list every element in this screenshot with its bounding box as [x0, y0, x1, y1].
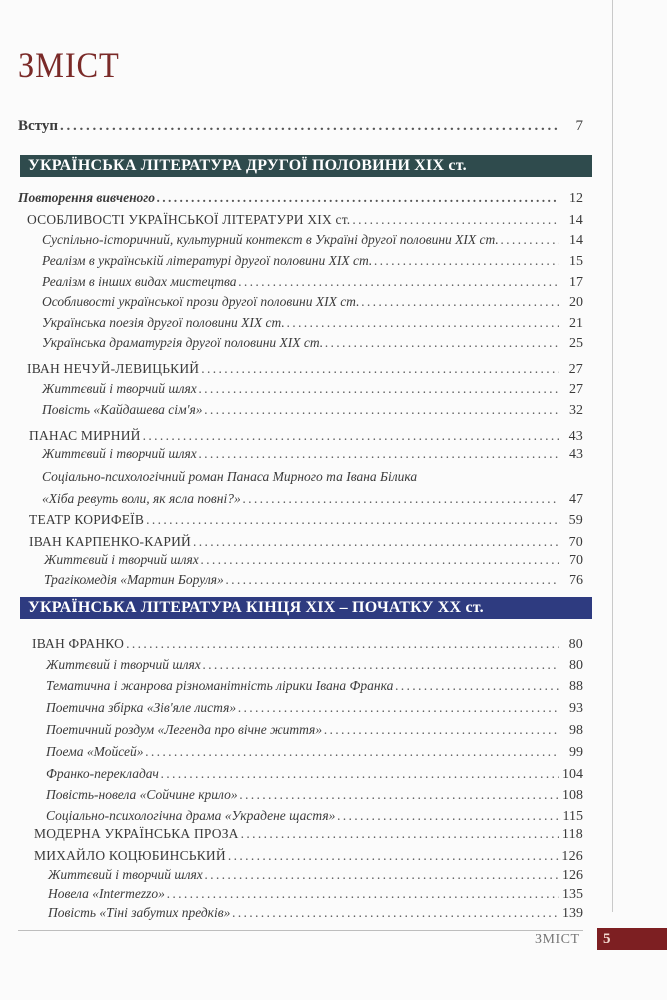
toc-entry-label: «Хіба ревуть воли, як ясла повні?» [42, 491, 241, 506]
toc-entry-label: Соціально-психологічна драма «Украдене щастя» [46, 808, 336, 823]
toc-entry[interactable] [42, 294, 583, 310]
toc-entry-page: 7 [575, 118, 583, 134]
toc-entry[interactable] [42, 335, 583, 351]
toc-entry[interactable] [46, 744, 583, 760]
leader-dots [352, 212, 559, 228]
leader-dots [205, 402, 559, 418]
toc-entry-page: 25 [569, 336, 583, 351]
toc-entry-page: 126 [562, 868, 583, 883]
toc-entry-label: Вступ [18, 118, 58, 134]
toc-entry-page: 14 [569, 233, 583, 248]
toc-entry[interactable] [42, 381, 583, 397]
toc-entry-intro[interactable] [18, 118, 583, 134]
leader-dots [361, 294, 559, 310]
toc-entry-label: Поетична збірка «Зів'яле листя» [46, 700, 237, 715]
toc-entry-page: 126 [561, 849, 583, 864]
toc-entry[interactable] [44, 552, 583, 568]
leader-dots [193, 534, 559, 550]
toc-entry-label: Тематична і жанрова різноманітність лірики Івана Франка [46, 678, 394, 693]
toc-entry-page: 17 [569, 275, 583, 290]
toc-entry-label: Трагікомедія «Мартин Боруля» [44, 572, 224, 587]
leader-dots [324, 722, 559, 738]
toc-entry[interactable] [42, 315, 583, 331]
toc-entry-page: 139 [562, 906, 583, 921]
toc-entry-label: Повість-новела «Сойчине крило» [46, 787, 238, 802]
toc-entry-label: Життєвий і творчий шлях [46, 657, 201, 672]
toc-entry[interactable] [46, 700, 583, 716]
toc-entry-label: Поема «Мойсей» [46, 744, 144, 759]
toc-entry[interactable] [42, 469, 583, 485]
toc-entry-page: 93 [569, 701, 583, 716]
toc-entry[interactable] [29, 534, 583, 550]
leader-dots [201, 552, 559, 568]
toc-entry-page: 20 [569, 295, 583, 310]
toc-entry[interactable] [29, 428, 583, 444]
toc-entry-page: 104 [562, 767, 583, 782]
toc-entry-page: 12 [569, 191, 583, 206]
toc-entry[interactable] [34, 848, 583, 864]
toc-entry[interactable] [46, 766, 583, 782]
toc-entry[interactable] [42, 274, 583, 290]
page-number-tab: 5 [597, 928, 667, 950]
toc-entry-page: 43 [569, 447, 583, 462]
leader-dots [337, 808, 559, 824]
toc-entry[interactable] [42, 446, 583, 462]
toc-entry-page: 14 [568, 213, 583, 228]
leader-dots [126, 636, 559, 652]
leader-dots [201, 361, 559, 377]
leader-dots [146, 744, 559, 760]
toc-entry[interactable] [46, 787, 583, 803]
toc-entry-label: Новела «Intermezzo» [48, 886, 165, 901]
leader-dots [325, 335, 559, 351]
leader-dots [167, 886, 559, 902]
leader-dots [205, 867, 559, 883]
leader-dots [226, 572, 559, 588]
section-banner: УКРАЇНСЬКА ЛІТЕРАТУРА ДРУГОЇ ПОЛОВИНИ XIX ст. [20, 155, 592, 177]
toc-entry-label: Повість «Тіні забутих предків» [48, 905, 231, 920]
leader-dots [238, 700, 559, 716]
toc-entry-label: Особливості української прози другої половини XIX ст. [42, 294, 360, 309]
leader-dots [143, 428, 559, 444]
toc-entry[interactable] [44, 572, 583, 588]
toc-entry[interactable] [46, 808, 583, 824]
leader-dots [374, 253, 559, 269]
leader-dots [239, 274, 559, 290]
toc-entry-label: Соціально-психологічний роман Панаса Мирного та Івана Білика [42, 469, 418, 484]
toc-entry-page: 27 [568, 362, 583, 377]
toc-entry-page: 27 [569, 382, 583, 397]
toc-entry-label: Поетичний роздум «Легенда про вічне життя» [46, 722, 323, 737]
leader-dots [501, 232, 559, 248]
toc-entry-label: Суспільно-історичний, культурний контекст в Україні другої половини XIX ст. [42, 232, 499, 247]
leader-dots [146, 512, 559, 528]
toc-entry[interactable] [42, 232, 583, 248]
leader-dots [60, 118, 559, 134]
toc-entry-page: 115 [562, 809, 583, 824]
footer-label: ЗМІСТ [535, 932, 580, 947]
toc-entry-page: 59 [568, 513, 583, 528]
toc-entry[interactable] [18, 190, 583, 206]
toc-entry[interactable] [42, 491, 583, 507]
toc-entry-page: 80 [569, 658, 583, 673]
toc-entry-page: 32 [569, 403, 583, 418]
toc-entry-page: 70 [568, 535, 583, 550]
leader-dots [203, 657, 559, 673]
toc-entry-label: Українська поезія другої половини XIX ст. [42, 315, 285, 330]
toc-entry[interactable] [42, 253, 583, 269]
toc-entry-label: Франко-перекладач [46, 766, 159, 781]
section-banner: УКРАЇНСЬКА ЛІТЕРАТУРА КІНЦЯ XIX – ПОЧАТКУ XX ст. [20, 597, 592, 619]
leader-dots [287, 315, 559, 331]
toc-entry-label: Повторення вивченого [18, 190, 156, 205]
leader-dots [241, 826, 559, 842]
toc-entry[interactable] [46, 722, 583, 738]
toc-entry[interactable] [46, 678, 583, 694]
toc-entry[interactable] [48, 867, 583, 883]
toc-entry[interactable] [32, 636, 583, 652]
page-title: ЗМІСТ [18, 45, 120, 85]
toc-entry-page: 21 [569, 316, 583, 331]
toc-entry-label: ОСОБЛИВОСТІ УКРАЇНСЬКОЇ ЛІТЕРАТУРИ XIX ст. [27, 212, 351, 227]
toc-entry-label: ІВАН НЕЧУЙ-ЛЕВИЦЬКИЙ [27, 361, 200, 376]
toc-entry-page: 108 [562, 788, 583, 803]
toc-entry-label: Повість «Кайдашева сім'я» [42, 402, 203, 417]
leader-dots [157, 190, 559, 206]
leader-dots [243, 491, 559, 507]
toc-entry-label: Життєвий і творчий шлях [42, 381, 197, 396]
margin-rule [612, 0, 613, 912]
leader-dots [395, 678, 559, 694]
leader-dots [199, 381, 559, 397]
toc-entry-label: Життєвий і творчий шлях [42, 446, 197, 461]
toc-entry-page: 135 [562, 887, 583, 902]
toc-entry-label: ПАНАС МИРНИЙ [29, 428, 141, 443]
toc-entry-label: Реалізм в інших видах мистецтва [42, 274, 237, 289]
leader-dots [199, 446, 559, 462]
toc-entry-page: 43 [568, 429, 583, 444]
toc-entry-label: ІВАН КАРПЕНКО-КАРИЙ [29, 534, 192, 549]
leader-dots [161, 766, 559, 782]
toc-entry-label: Життєвий і творчий шлях [48, 867, 203, 882]
toc-entry-label: ІВАН ФРАНКО [32, 636, 125, 651]
toc-entry[interactable] [34, 826, 583, 842]
toc-entry-label: Життєвий і творчий шлях [44, 552, 199, 567]
toc-entry-page: 118 [561, 827, 583, 842]
toc-entry-page: 80 [568, 637, 583, 652]
toc-entry[interactable] [48, 886, 583, 902]
footer-rule [18, 930, 583, 931]
toc-entry[interactable] [42, 402, 583, 418]
toc-entry-page: 76 [569, 573, 583, 588]
toc-entry[interactable] [27, 361, 583, 377]
toc-entry-label: МОДЕРНА УКРАЇНСЬКА ПРОЗА [34, 826, 239, 841]
leader-dots [228, 848, 559, 864]
toc-entry-label: МИХАЙЛО КОЦЮБИНСЬКИЙ [34, 848, 226, 863]
toc-entry-label: Реалізм в українській літературі другої половини XIX ст. [42, 253, 373, 268]
toc-entry[interactable] [29, 512, 583, 528]
toc-entry-page: 47 [569, 492, 583, 507]
toc-entry[interactable] [46, 657, 583, 673]
leader-dots [240, 787, 559, 803]
toc-entry[interactable] [48, 905, 583, 921]
toc-entry-label: Українська драматургія другої половини XIX ст. [42, 335, 324, 350]
toc-entry[interactable] [27, 212, 583, 228]
toc-entry-page: 15 [569, 254, 583, 269]
leader-dots [232, 905, 559, 921]
toc-entry-page: 88 [569, 679, 583, 694]
toc-entry-page: 99 [569, 745, 583, 760]
toc-entry-label: ТЕАТР КОРИФЕЇВ [29, 512, 145, 527]
toc-entry-page: 70 [569, 553, 583, 568]
toc-entry-page: 98 [569, 723, 583, 738]
